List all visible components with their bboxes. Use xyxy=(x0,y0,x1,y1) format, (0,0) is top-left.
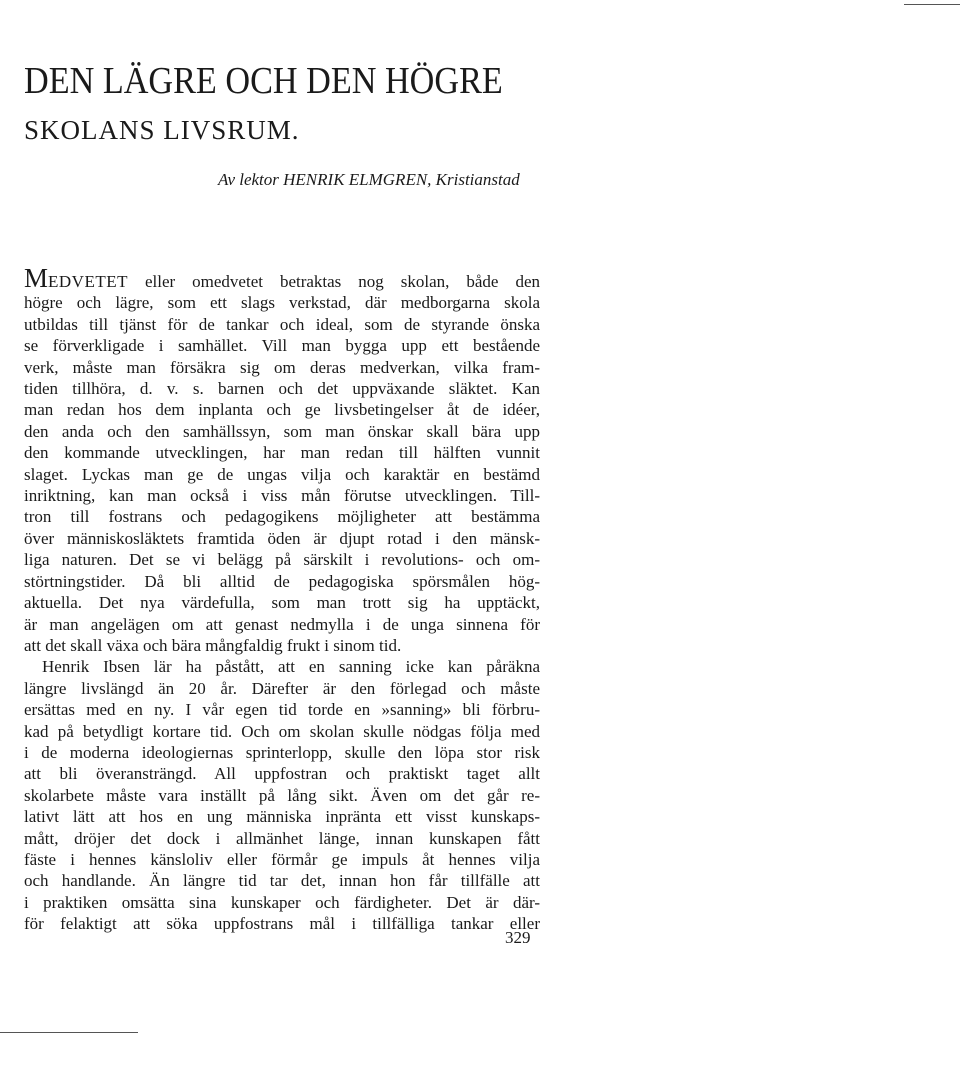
text-line: verk, måste man försäkra sig om deras medverkan, vilka fram- xyxy=(24,357,540,377)
text-line: tiden tillhöra, d. v. s. barnen och det uppväxande släktet. Kan xyxy=(24,379,540,399)
text-line: i de moderna ideologiernas sprinterlopp, skulle den löpa stor risk xyxy=(24,742,540,762)
text-line: störtningstider. Då bli alltid de pedagogiska spörsmålen hög- xyxy=(24,571,540,591)
text-line: man redan hos dem inplanta och ge livsbetingelser åt de idéer, xyxy=(24,400,540,420)
article-title-line-1: DEN LÄGRE OCH DEN HÖGRE xyxy=(24,60,503,102)
text-line: aktuella. Det nya värdefulla, som man trott sig ha upptäckt, xyxy=(24,593,540,613)
text-line: kad på betydligt kortare tid. Och om skolan skulle nödgas följa med xyxy=(24,721,540,741)
text-line-content: eller omedvetet betraktas nog skolan, både den xyxy=(128,272,540,291)
paragraph-2 xyxy=(24,656,540,934)
text-line: längre livslängd än 20 år. Därefter är den förlegad och måste xyxy=(24,678,540,698)
text-line: lativt lätt att hos en ung människa inpränta ett visst kunskaps- xyxy=(24,807,540,827)
text-line: fäste i hennes känsloliv eller förmår ge impuls åt hennes vilja xyxy=(24,849,540,869)
top-edge-rule xyxy=(904,4,960,5)
text-line: liga naturen. Det se vi belägg på särskilt i revolutions- och om- xyxy=(24,550,540,570)
dropcap: M xyxy=(24,263,49,293)
text-line: den anda och den samhällssyn, som man önskar skall bära upp xyxy=(24,421,540,441)
text-line: utbildas till tjänst för de tankar och ideal, som de styrande önska xyxy=(24,314,540,334)
article-body xyxy=(24,263,540,935)
text-line: slaget. Lyckas man ge de ungas vilja och karaktär en bestämd xyxy=(24,464,540,484)
text-line: ersättas med en ny. I vår egen tid torde en »sanning» bli förbru- xyxy=(24,700,540,720)
text-line: den kommande utvecklingen, har man redan till hälften vunnit xyxy=(24,443,540,463)
first-word-rest: EDVETET xyxy=(48,272,128,291)
article-byline: Av lektor HENRIK ELMGREN, Kristianstad xyxy=(218,170,520,189)
text-line: i praktiken omsätta sina kunskaper och färdigheter. Det är där- xyxy=(24,892,540,912)
page-number: 329 xyxy=(505,928,531,947)
text-line: att bli överansträngd. All uppfostran och praktiskt taget allt xyxy=(24,764,540,784)
bottom-edge-rule xyxy=(0,1032,138,1033)
text-line: tron till fostrans och pedagogikens möjligheter att bestämma xyxy=(24,507,540,527)
text-line: mått, dröjer det dock i allmänhet länge, innan kunskapen fått xyxy=(24,828,540,848)
text-line: se förverkligade i samhället. Vill man bygga upp ett bestående xyxy=(24,336,540,356)
text-line: är man angelägen om att genast nedmylla i de unga sinnena för xyxy=(24,614,540,634)
text-line xyxy=(24,263,540,293)
article-title-line-2: SKOLANS LIVSRUM. xyxy=(24,115,300,145)
text-line: skolarbete måste vara inställt på lång sikt. Även om det går re- xyxy=(24,785,540,805)
text-line: Henrik Ibsen lär ha påstått, att en sanning icke kan påräkna xyxy=(42,657,540,677)
text-line: och handlande. Än längre tid tar det, innan hon får tillfälle att xyxy=(24,871,540,891)
text-line: över människosläktets framtida öden är djupt rotad i den mänsk- xyxy=(24,528,540,548)
text-line: för felaktigt att söka uppfostrans mål i tillfälliga tankar eller xyxy=(24,914,540,934)
text-line: inriktning, kan man också i viss mån förutse utvecklingen. Till- xyxy=(24,486,540,506)
text-line: att det skall växa och bära mångfaldig frukt i sinom tid. xyxy=(24,635,402,655)
paragraph-1 xyxy=(24,263,540,656)
text-line: högre och lägre, som ett slags verkstad, där medborgarna skola xyxy=(24,293,540,313)
